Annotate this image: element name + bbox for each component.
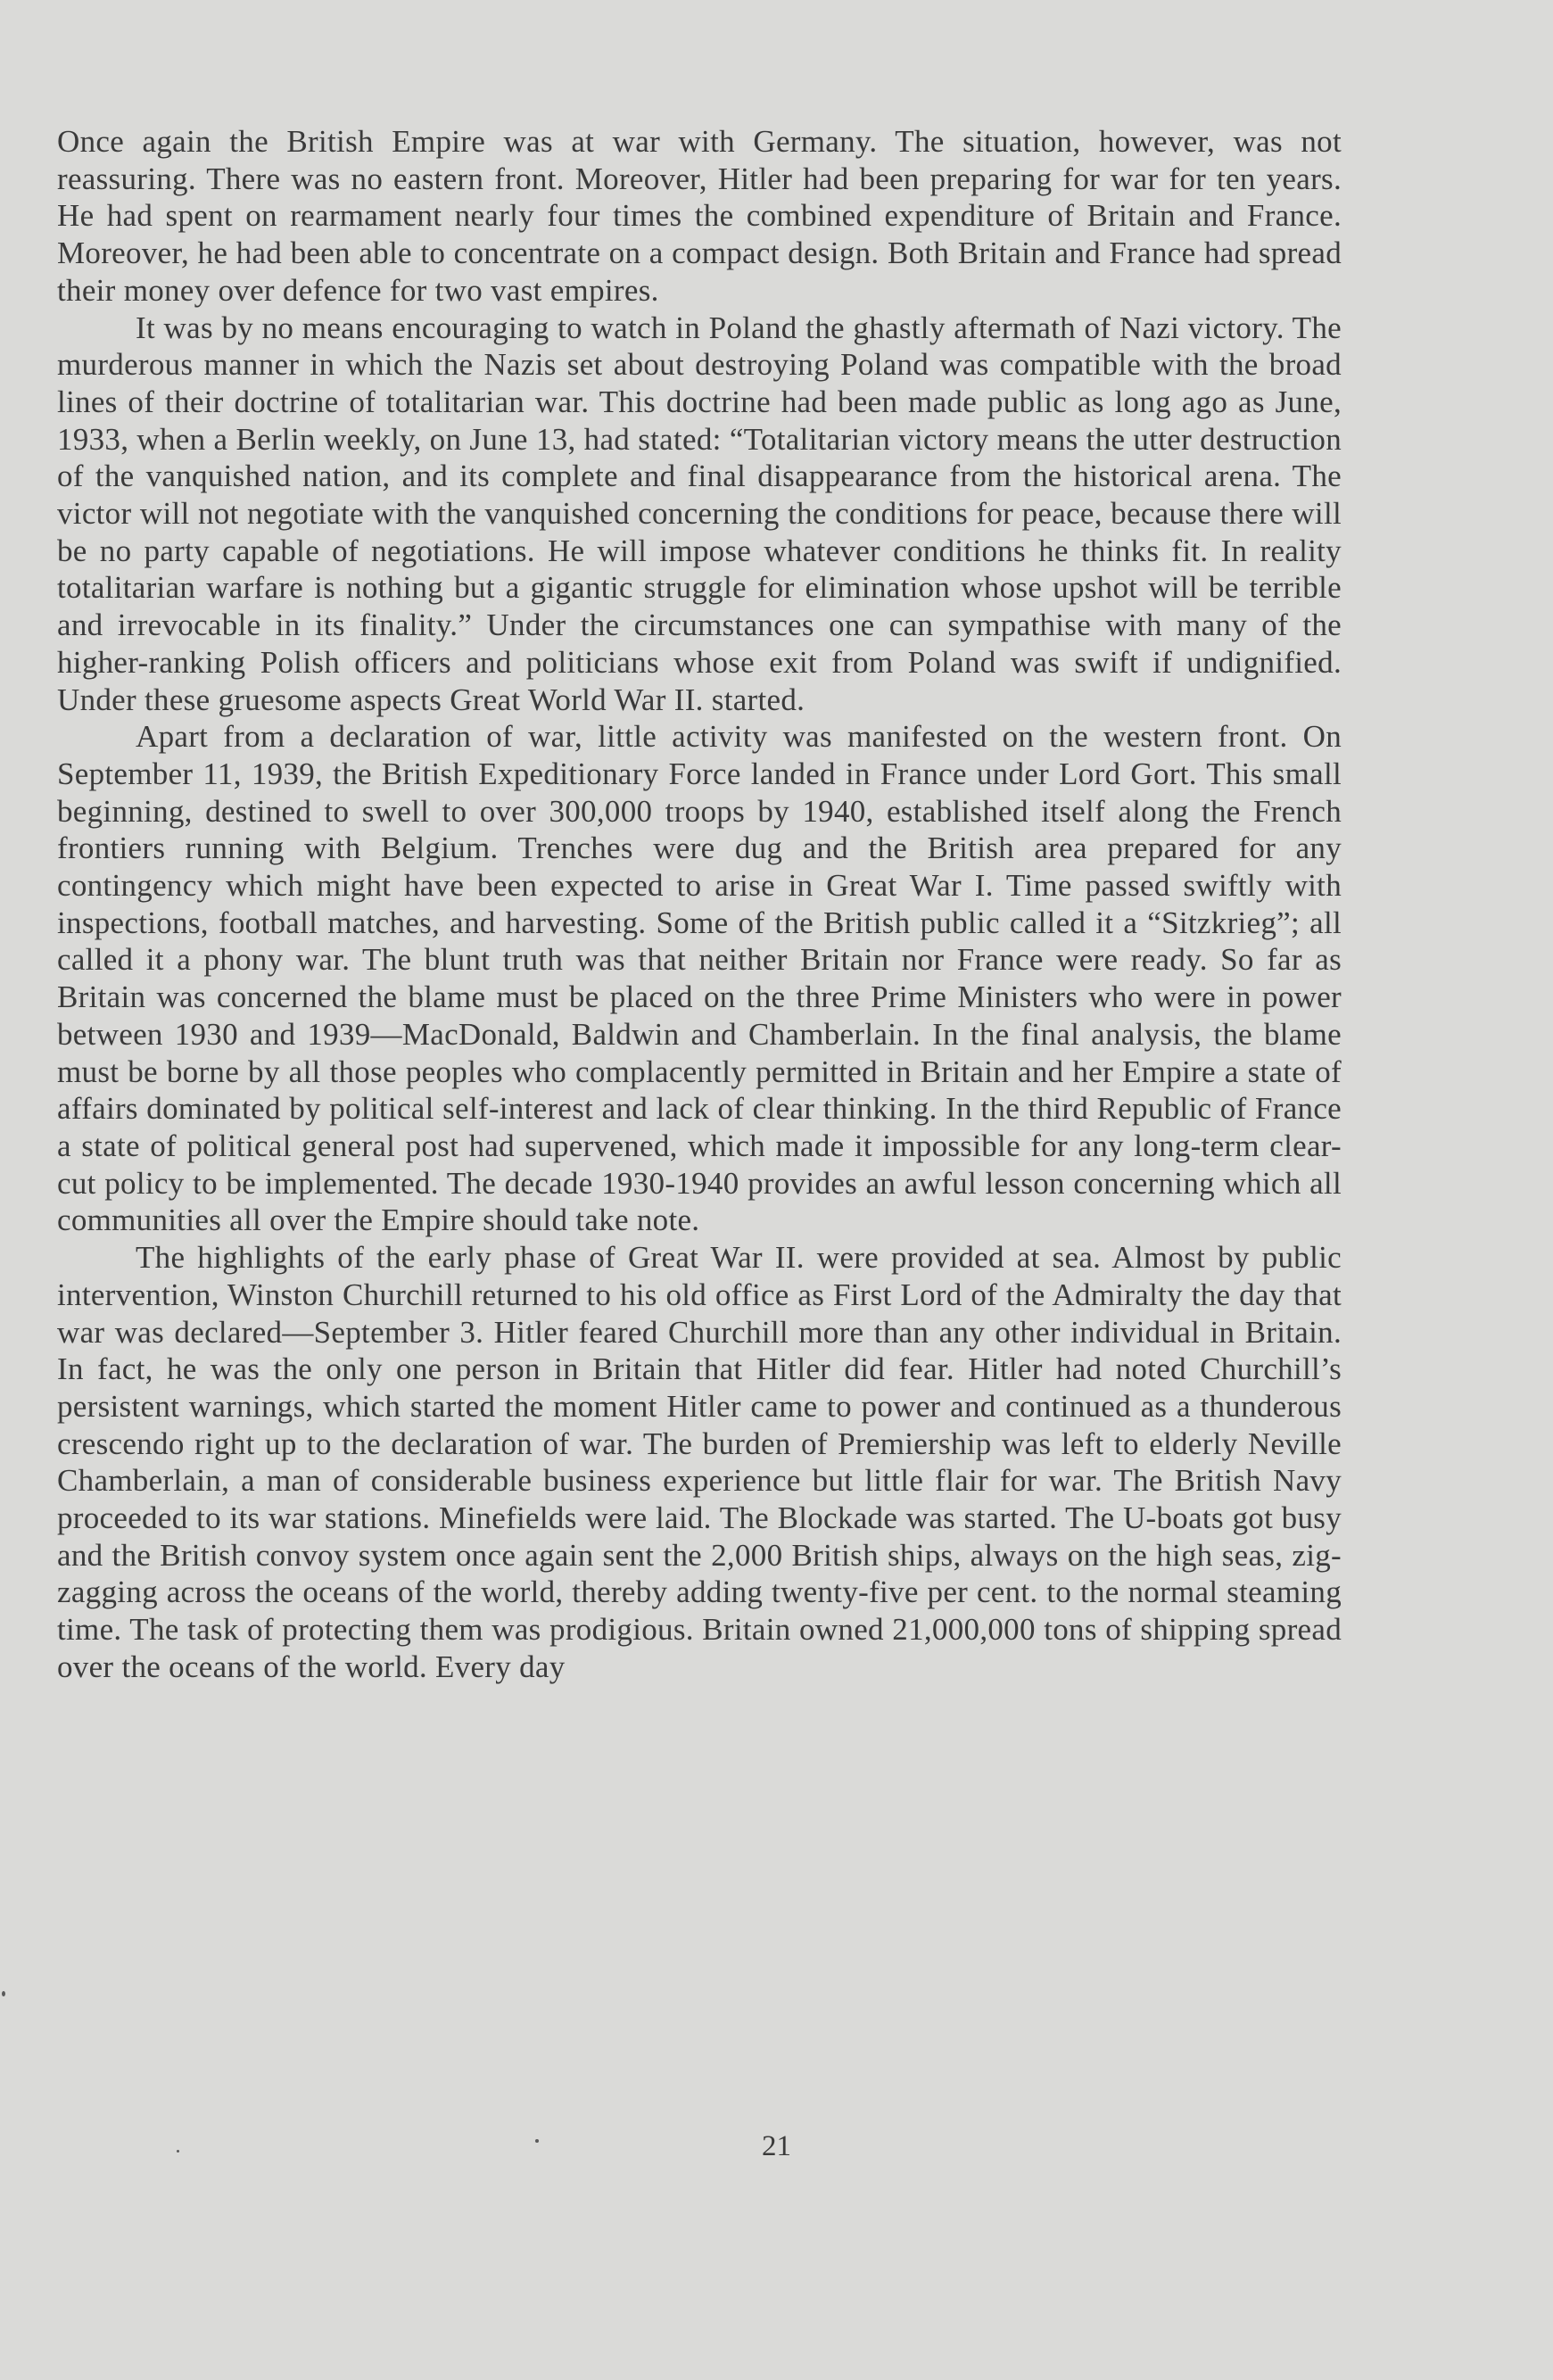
paragraph-2: It was by no means encouraging to watch in Poland the ghastly aftermath of Nazi victory. The murderous manner in which the Nazis set about destroying Poland was compatible with the broad lines of their doctrine of totalitarian war. This doctrine had been made public as long ago as June, 1933, when a Berlin weekly, on June 13, had stated: “Totalitarian victory means the utter destruction of the vanquished nation, and its complete and final disappearance from the historical arena. The victor will not negotiate with the vanquished concerning the conditions for peace, because there will be no party capable of negotiations. He will impose whatever conditions he thinks fit. In reality totalitarian warfare is nothing but a gigantic struggle for elimination whose upshot will be terrible and irrevocable in its finality.” Under the circumstances one can sympathise with many of the higher-ranking Polish officers and politicians whose exit from Poland was swift if undignified. Under these gruesome aspects Great World War II. started.: [57, 310, 1342, 717]
paragraph-1: Once again the British Empire was at war with Germany. The situation, however, was not reassuring. There was no eastern front. Moreover, Hitler had been preparing for war for ten years. He had spent on rearmament nearly four times the combined expenditure of Britain and France. Moreover, he had been able to concentrate on a compact design. Both Britain and France had spread their money over defence for two vast empires.: [57, 124, 1342, 308]
paragraph-4: The highlights of the early phase of Great War II. were provided at sea. Almost by public intervention, Winston Churchill returned to his old office as First Lord of the Admiralty the day that war was declared—September 3. Hitler feared Churchill more than any other individual in Britain. In fact, he was the only one person in Britain that Hitler did fear. Hitler had noted Churchill’s persistent warnings, which started the moment Hitler came to power and continued as a thunderous crescendo right up to the declaration of war. The burden of Premiership was left to elderly Neville Chamberlain, a man of considerable business experience but little flair for war. The British Navy proceeded to its war stations. Minefields were laid. The Blockade was started. The U-boats got busy and the British convoy system once again sent the 2,000 British ships, always on the high seas, zig-zagging across the oceans of the world, thereby adding twenty-five per cent. to the normal steaming time. The task of protecting them was prodigious. Britain owned 21,000,000 tons of shipping spread over the oceans of the world. Every day: [57, 1240, 1342, 1684]
paragraph-3: Apart from a declaration of war, little activity was manifested on the western front. On September 11, 1939, the British Expeditionary Force landed in France under Lord Gort. This small beginning, destined to swell to over 300,000 troops by 1940, established itself along the French frontiers running with Belgium. Trenches were dug and the British area prepared for any contingency which might have been expected to arise in Great War I. Time passed swiftly with inspections, football matches, and harvesting. Some of the British public called it a “Sitzkrieg”; all called it a phony war. The blunt truth was that neither Britain nor France were ready. So far as Britain was concerned the blame must be placed on the three Prime Ministers who were in power between 1930 and 1939—MacDonald, Baldwin and Chamberlain. In the final analysis, the blame must be borne by all those peoples who complacently permitted in Britain and her Empire a state of affairs dominated by political self-interest and lack of clear thinking. In the third Republic of France a state of political general post had supervened, which made it impossible for any long-term clear-cut policy to be implemented. The decade 1930-1940 provides an awful lesson concerning which all communities all over the Empire should take note.: [57, 719, 1342, 1238]
print-speck: [2, 1991, 5, 1996]
body-text: [57, 123, 1342, 1686]
print-speck: [177, 2150, 179, 2153]
page-number: 21: [762, 2130, 791, 2162]
print-speck: [535, 2139, 539, 2143]
